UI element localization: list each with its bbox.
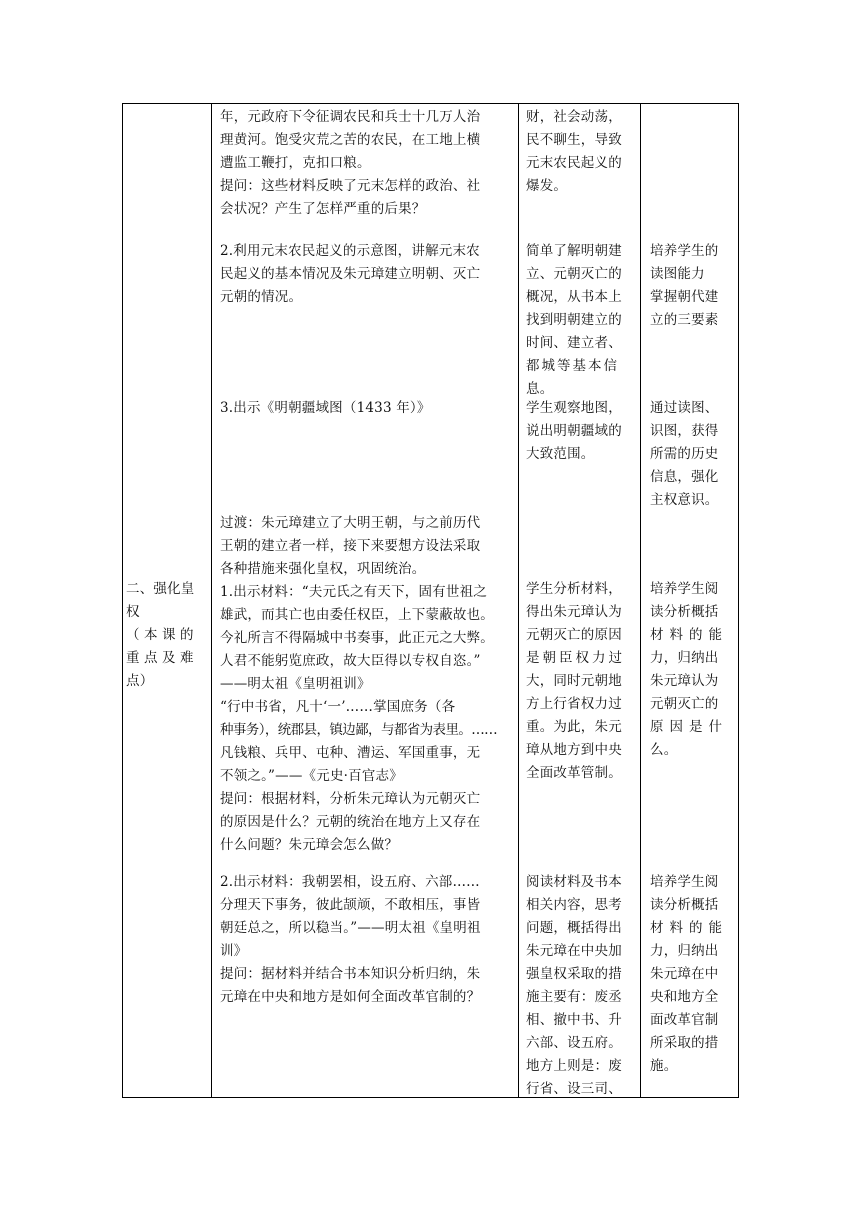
intent-line: 力，归纳出 xyxy=(650,650,719,666)
student-line: 都城等基本信 xyxy=(526,358,619,374)
content-line: 朝廷总之，所以稳当。”——明太祖《皇明祖 xyxy=(220,920,481,936)
student-block-5 xyxy=(526,871,622,1101)
content-line: 的原因是什么？元朝的统治在地方上又存在 xyxy=(220,814,481,830)
intent-line: 朱元璋认为 xyxy=(650,673,719,689)
student-line: 问题，概括得出 xyxy=(526,920,622,936)
table-border-bottom xyxy=(122,1097,739,1098)
content-line: 元朝的情况。 xyxy=(220,289,303,305)
table-divider-3 xyxy=(640,103,641,1098)
student-line: 相、撤中书、升 xyxy=(526,1012,622,1028)
content-line: 人君不能躬览庶政，故大臣得以专权自恣。” xyxy=(220,653,481,669)
content-line: 凡钱粮、兵甲、屯种、漕运、军国重事，无 xyxy=(220,745,481,761)
student-line: 概况，从书本上 xyxy=(526,289,622,305)
intent-block-2 xyxy=(650,240,719,332)
intent-line: 识图，获得 xyxy=(650,423,719,439)
intent-line: 主权意识。 xyxy=(650,492,719,508)
student-block-3 xyxy=(526,397,622,466)
student-line: 全面改革管制。 xyxy=(526,765,622,781)
student-line: 强皇权采取的措 xyxy=(526,966,622,982)
content-line: 理黄河。饱受灾荒之苦的农民，在工地上横 xyxy=(220,132,481,148)
table-border-top xyxy=(122,103,739,104)
section-line: 点） xyxy=(126,673,154,689)
intent-block-4 xyxy=(650,578,728,762)
content-line: 雄武，而其亡也由委任权臣，上下蒙蔽故也。 xyxy=(220,607,494,623)
intent-block-5 xyxy=(650,871,728,1078)
intent-line: 力，归纳出 xyxy=(650,943,719,959)
section-title-cell xyxy=(126,578,208,693)
student-line: 息。 xyxy=(526,381,554,397)
content-block-1 xyxy=(220,106,480,221)
student-block-4 xyxy=(526,578,625,785)
intent-line: 面改革官制 xyxy=(650,1012,719,1028)
student-block-1 xyxy=(526,106,622,198)
section-line: 权 xyxy=(126,604,140,620)
section-line: （本课的 xyxy=(126,627,198,643)
content-line: 提问：根据材料，分析朱元璋认为元朝灭亡 xyxy=(220,791,481,807)
intent-line: 读分析概括 xyxy=(650,897,719,913)
content-block-5 xyxy=(220,871,481,1009)
content-line: 提问：据材料并结合书本知识分析归纳，朱 xyxy=(220,966,481,982)
intent-line: 信息，强化 xyxy=(650,469,719,485)
intent-line: 所采取的措 xyxy=(650,1035,719,1051)
content-line: 年，元政府下令征调农民和兵士十几万人治 xyxy=(220,109,481,125)
content-line: 2.出示材料：我朝罢相，设五府、六部…… xyxy=(220,874,480,890)
student-line: 相关内容，思考 xyxy=(526,897,622,913)
student-line: 重。为此，朱元 xyxy=(526,719,622,735)
content-block-2 xyxy=(220,240,480,309)
section-line: 重点及难 xyxy=(126,650,198,666)
student-line: 得出朱元璋认为 xyxy=(526,604,622,620)
intent-block-3 xyxy=(650,397,719,512)
content-line: 各种措施来强化皇权，巩固统治。 xyxy=(220,561,426,577)
content-line: ——明太祖《皇明祖训》 xyxy=(220,676,371,692)
content-line: 1.出示材料：“夫元氏之有天下，固有世祖之 xyxy=(220,584,487,600)
intent-line: 元朝灭亡的 xyxy=(650,696,719,712)
content-line: 遭监工鞭打，克扣口粮。 xyxy=(220,155,371,171)
content-block-3 xyxy=(220,397,431,420)
content-line: 会状况？产生了怎样严重的后果？ xyxy=(220,201,426,217)
content-line: 过渡：朱元璋建立了大明王朝，与之前历代 xyxy=(220,515,481,531)
content-line: 王朝的建立者一样，接下来要想方设法采取 xyxy=(220,538,481,554)
content-block-4 xyxy=(220,512,497,857)
student-line: 找到明朝建立的 xyxy=(526,312,622,328)
student-line: 地方上则是：废 xyxy=(526,1058,622,1074)
student-block-2 xyxy=(526,240,622,401)
student-line: 元末农民起义的 xyxy=(526,155,622,171)
student-line: 立、元朝灭亡的 xyxy=(526,266,622,282)
student-line: 是朝臣权力过 xyxy=(526,650,625,666)
intent-line: 原因是什 xyxy=(650,719,728,735)
content-line: 种事务），统郡县，镇边鄙，与都省为表里。…… xyxy=(220,722,498,738)
section-line: 二、强化皇 xyxy=(126,581,195,597)
intent-line: 朱元璋在中 xyxy=(650,966,719,982)
intent-line: 材料的能 xyxy=(650,920,728,936)
content-line: 2.利用元末农民起义的示意图，讲解元末农 xyxy=(220,243,480,259)
student-line: 方上行省权力过 xyxy=(526,696,622,712)
content-line: 3.出示《明朝疆域图（1433 年）》 xyxy=(220,400,431,416)
student-line: 财，社会动荡， xyxy=(526,109,622,125)
student-line: 璋从地方到中央 xyxy=(526,742,622,758)
student-line: 爆发。 xyxy=(526,178,568,194)
student-line: 说出明朝疆域的 xyxy=(526,423,622,439)
intent-line: 培养学生阅 xyxy=(650,581,719,597)
intent-line: 央和地方全 xyxy=(650,989,719,1005)
intent-line: 掌握朝代建 xyxy=(650,289,719,305)
intent-line: 读图能力 xyxy=(650,266,705,282)
content-line: 提问：这些材料反映了元末怎样的政治、社 xyxy=(220,178,481,194)
table-border-right xyxy=(738,103,739,1098)
table-border-left xyxy=(122,103,123,1098)
intent-line: 通过读图、 xyxy=(650,400,719,416)
content-line: 今礼所言不得隔城中书奏事，此正元之大弊。 xyxy=(220,630,494,646)
student-line: 大，同时元朝地 xyxy=(526,673,622,689)
intent-line: 读分析概括 xyxy=(650,604,719,620)
intent-line: 培养学生阅 xyxy=(650,874,719,890)
table-divider-1 xyxy=(211,103,212,1098)
content-line: “行中书省，凡十‘一’……掌国庶务（各 xyxy=(220,699,456,715)
content-line: 不领之。”——《元史·百官志》 xyxy=(220,768,403,784)
content-line: 民起义的基本情况及朱元璋建立明朝、灭亡 xyxy=(220,266,481,282)
intent-line: 所需的历史 xyxy=(650,446,719,462)
intent-line: 材料的能 xyxy=(650,627,728,643)
student-line: 六部、设五府。 xyxy=(526,1035,622,1051)
intent-line: 施。 xyxy=(650,1058,678,1074)
student-line: 行省、设三司、 xyxy=(526,1081,622,1097)
student-line: 大致范围。 xyxy=(526,446,595,462)
student-line: 朱元璋在中央加 xyxy=(526,943,622,959)
student-line: 简单了解明朝建 xyxy=(526,243,622,259)
content-line: 元璋在中央和地方是如何全面改革官制的？ xyxy=(220,989,481,1005)
student-line: 民不聊生，导致 xyxy=(526,132,622,148)
student-line: 学生分析材料， xyxy=(526,581,622,597)
student-line: 学生观察地图， xyxy=(526,400,622,416)
content-line: 分理天下事务，彼此颉颃，不敢相压，事皆 xyxy=(220,897,481,913)
student-line: 施主要有：废丞 xyxy=(526,989,622,1005)
intent-line: 培养学生的 xyxy=(650,243,719,259)
student-line: 时间、建立者、 xyxy=(526,335,622,351)
table-divider-2 xyxy=(518,103,519,1098)
intent-line: 么。 xyxy=(650,742,678,758)
content-line: 训》 xyxy=(220,943,248,959)
student-line: 阅读材料及书本 xyxy=(526,874,622,890)
content-line: 什么问题？朱元璋会怎么做？ xyxy=(220,837,399,853)
intent-line: 立的三要素 xyxy=(650,312,719,328)
student-line: 元朝灭亡的原因 xyxy=(526,627,622,643)
